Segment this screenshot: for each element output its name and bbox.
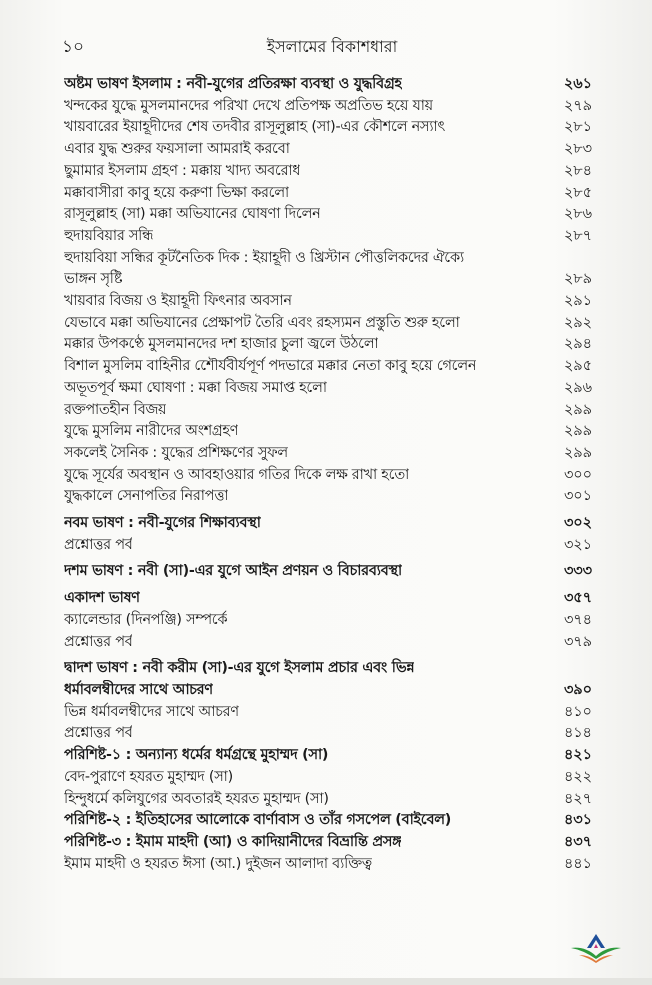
- toc-entry-page: ৪৩৭: [564, 833, 592, 850]
- toc-entry-page: ৩৭৯: [564, 633, 592, 650]
- toc-entry: [64, 535, 604, 557]
- toc-entry-title: খায়বার বিজয় ও ইয়াহূদী ফিৎনার অবসান: [64, 293, 292, 310]
- publisher-logo-icon: [565, 928, 627, 964]
- toc-section-heading: [64, 513, 604, 535]
- toc-entry-title: মক্কার উপকণ্ঠে মুসলমানদের দশ হাজার চুলা জ্বলে উঠলো: [64, 336, 379, 353]
- toc-entry-page: ৩০২: [564, 515, 592, 532]
- toc-entry-page: ২৯২: [564, 314, 592, 331]
- toc-entry-title: মক্কাবাসীরা কাবু হয়ে করুণা ভিক্ষা করলো: [64, 184, 290, 201]
- toc-entry: [64, 139, 604, 161]
- toc-entry-page: ২৮৪: [564, 162, 592, 179]
- toc-entry-title: যুদ্ধে সূর্যের অবস্থান ও আবহাওয়ার গতির দিকে লক্ষ রাখা হতো: [64, 466, 410, 483]
- toc-entry-page: ২৯৯: [564, 444, 592, 461]
- toc-section-heading: [64, 810, 604, 832]
- toc-entry-title: ধর্মাবলম্বীদের সাথে আচরণ: [64, 681, 213, 698]
- toc-entry-title: যেভাবে মক্কা অভিযানের প্রেক্ষাপট তৈরি এবং রহস্যমন প্রস্তুতি শুরু হলো: [64, 314, 460, 331]
- toc-entry: [64, 378, 604, 400]
- toc-entry-title: অষ্টম ভাষণ ইসলাম : নবী-যুগের প্রতিরক্ষা ব্যবস্থা ও যুদ্ধবিগ্রহ: [64, 76, 402, 92]
- toc-entry-title: পরিশিষ্ট-২ : ইতিহাসের আলোকে বার্ণাবাস ও তাঁর গসপেল (বাইবেল): [64, 812, 452, 829]
- toc-entry-title: নবম ভাষণ : নবী-যুগের শিক্ষাব্যবস্থা: [64, 515, 261, 532]
- toc-entry: [64, 723, 604, 745]
- toc-entry-title: রক্তপাতহীন বিজয়: [64, 401, 167, 418]
- toc-entry: [64, 226, 604, 248]
- toc-entry-title: ছুমামার ইসলাম গ্রহণ : মক্কায় খাদ্য অবরোধ: [64, 162, 301, 179]
- toc-entry-title: প্রশ্নোত্তর পর্ব: [64, 725, 133, 742]
- toc-entry-title: প্রশ্নোত্তর পর্ব: [64, 633, 133, 650]
- toc-entry-title: অভূতপূর্ব ক্ষমা ঘোষণা : মক্কা বিজয় সমাপ্ত হলো: [64, 379, 327, 396]
- toc-entry-title: সকলেই সৈনিক : যুদ্ধের প্রশিক্ষণের সুফল: [64, 444, 288, 461]
- toc-entry: [64, 96, 604, 118]
- toc-entry: [64, 421, 604, 443]
- toc-entry-page: ২৮৭: [564, 227, 592, 244]
- toc-section-heading: [64, 658, 604, 680]
- toc-entry-title: ক্যালেন্ডার (দিনপঞ্জি) সম্পর্কে: [64, 611, 228, 628]
- toc-entry: [64, 854, 604, 876]
- toc-entry-page: ২৯১: [564, 293, 592, 310]
- toc-entry: [64, 356, 604, 378]
- toc-entry-page: ৩০০: [564, 466, 592, 483]
- toc-entry-page: ২৮৫: [564, 184, 592, 201]
- toc-entry: [64, 334, 604, 356]
- page-number: ১০: [62, 37, 85, 57]
- toc-entry-page: ৩৩৩: [564, 563, 592, 580]
- toc-section-heading: [64, 680, 604, 702]
- toc-entry-page: ৪১০: [564, 703, 592, 720]
- toc-entry-page: ৩২১: [564, 536, 592, 553]
- toc-entry-page: ৪২১: [564, 747, 592, 764]
- toc-entry-page: ৪৩১: [564, 812, 592, 829]
- toc-entry-title: বেদ-পুরাণে হযরত মুহাম্মদ (সা): [64, 768, 233, 785]
- toc-entry: [64, 443, 604, 465]
- toc-section-heading: [64, 745, 604, 767]
- toc-entry-page: ২৯৯: [564, 401, 592, 418]
- toc-entry: [64, 465, 604, 487]
- page-header: [62, 34, 602, 58]
- toc-entry-page: ৩০১: [564, 488, 592, 505]
- toc-entry: [64, 767, 604, 789]
- toc-entry-page: ২৮৯: [564, 271, 592, 288]
- toc-entry-page: ২৮৩: [564, 141, 592, 158]
- toc-section-heading: [64, 74, 604, 96]
- table-of-contents: [64, 74, 604, 875]
- toc-entry-title: ভাঙ্গন সৃষ্টি: [64, 271, 123, 288]
- toc-entry-title: দ্বাদশ ভাষণ : নবী করীম (সা)-এর যুগে ইসলাম প্রচার এবং ভিন্ন: [64, 660, 415, 677]
- toc-entry-page: ২৯৯: [564, 423, 592, 440]
- toc-entry-page: ৩৫৭: [564, 590, 592, 607]
- toc-entry-page: ২৮১: [564, 119, 592, 136]
- toc-entry-title: রাসূলুল্লাহ (সা) মক্কা অভিযানের ঘোষণা দিলেন: [64, 206, 321, 223]
- toc-entry: [64, 610, 604, 632]
- toc-entry-title: প্রশ্নোত্তর পর্ব: [64, 536, 133, 553]
- toc-entry-title: খায়বারের ইয়াহূদীদের শেষ তদবীর রাসূলুল্লাহ (সা)-এর কৌশলে নস্যাৎ: [64, 119, 445, 136]
- toc-entry-title: পরিশিষ্ট-১ : অন্যান্য ধর্মের ধর্মগ্রন্থে মুহাম্মদ (সা): [64, 747, 329, 764]
- toc-entry-page: ২৯৪: [564, 336, 592, 353]
- toc-entry-title: হিন্দুধর্মে কলিযুগের অবতারই হযরত মুহাম্মদ (সা): [64, 790, 329, 807]
- toc-entry: [64, 161, 604, 183]
- toc-entry: [64, 183, 604, 205]
- toc-entry: [64, 632, 604, 654]
- toc-entry-title: এবার যুদ্ধ শুরুর ফয়সালা আমরাই করবো: [64, 141, 290, 158]
- toc-entry-title: একাদশ ভাষণ: [64, 590, 140, 607]
- toc-entry-page: ২৬১: [564, 76, 592, 92]
- toc-entry-title: হুদায়বিয়া সন্ধির কূটনৈতিক দিক : ইয়াহূদী ও খ্রিস্টান পৌত্তলিকদের ঐক্যে: [64, 249, 464, 266]
- book-title: ইসলামের বিকাশধারা: [266, 37, 398, 56]
- toc-entry-page: ৪১৪: [564, 725, 592, 742]
- toc-entry: [64, 291, 604, 313]
- toc-entry-page: ২৯৬: [564, 379, 592, 396]
- toc-entry: [64, 702, 604, 724]
- toc-entry-page: ৪২৭: [564, 790, 592, 807]
- toc-entry-page: ৩৯০: [564, 681, 592, 698]
- toc-entry: [64, 486, 604, 508]
- toc-entry-page: ২৯৫: [564, 358, 592, 375]
- toc-entry: [64, 313, 604, 335]
- toc-entry-title: ভিন্ন ধর্মাবলম্বীদের সাথে আচরণ: [64, 703, 239, 720]
- toc-entry: [64, 789, 604, 811]
- toc-entry-page: ৩৭৪: [564, 611, 592, 628]
- toc-entry: [64, 117, 604, 139]
- toc-entry-page: ৪৪১: [564, 855, 592, 872]
- toc-entry-title: খন্দকের যুদ্ধে মুসলমানদের পরিখা দেখে প্রতিপক্ষ অপ্রতিভ হয়ে যায়: [64, 97, 433, 114]
- toc-entry-title: পরিশিষ্ট-৩ : ইমাম মাহদী (আ) ও কাদিয়ানীদের বিভ্রান্তি প্রসঙ্গ: [64, 833, 402, 850]
- toc-entry: [64, 400, 604, 422]
- page-edge: [0, 978, 652, 985]
- logo-book-green: [571, 948, 621, 959]
- toc-entry-title: ইমাম মাহদী ও হযরত ঈসা (আ.) দুইজন আলাদা ব্যক্তিত্ব: [64, 855, 372, 872]
- toc-entry-page: ২৮৬: [564, 206, 592, 223]
- toc-entry: [64, 204, 604, 226]
- toc-section-heading: [64, 588, 604, 610]
- toc-entry-title: যুদ্ধে মুসলিম নারীদের অংশগ্রহণ: [64, 423, 239, 440]
- toc-section-heading: [64, 832, 604, 854]
- toc-entry-title: যুদ্ধকালে সেনাপতির নিরাপত্তা: [64, 488, 229, 505]
- toc-entry-title: দশম ভাষণ : নবী (সা)-এর যুগে আইন প্রণয়ন ও বিচারব্যবস্থা: [64, 563, 402, 580]
- toc-entry-page: ২৭৯: [564, 97, 592, 114]
- toc-entry: [64, 248, 604, 270]
- toc-entry-title: হুদায়বিয়ার সন্ধি: [64, 227, 154, 244]
- toc-section-heading: [64, 561, 604, 583]
- toc-entry: [64, 269, 604, 291]
- logo-accent: [594, 944, 598, 948]
- toc-entry-title: বিশাল মুসলিম বাহিনীর শেৌর্যবীর্যপূর্ণ পদভারে মক্কার নেতা কাবু হয়ে গেলেন: [64, 358, 477, 375]
- toc-entry-page: ৪২২: [564, 768, 592, 785]
